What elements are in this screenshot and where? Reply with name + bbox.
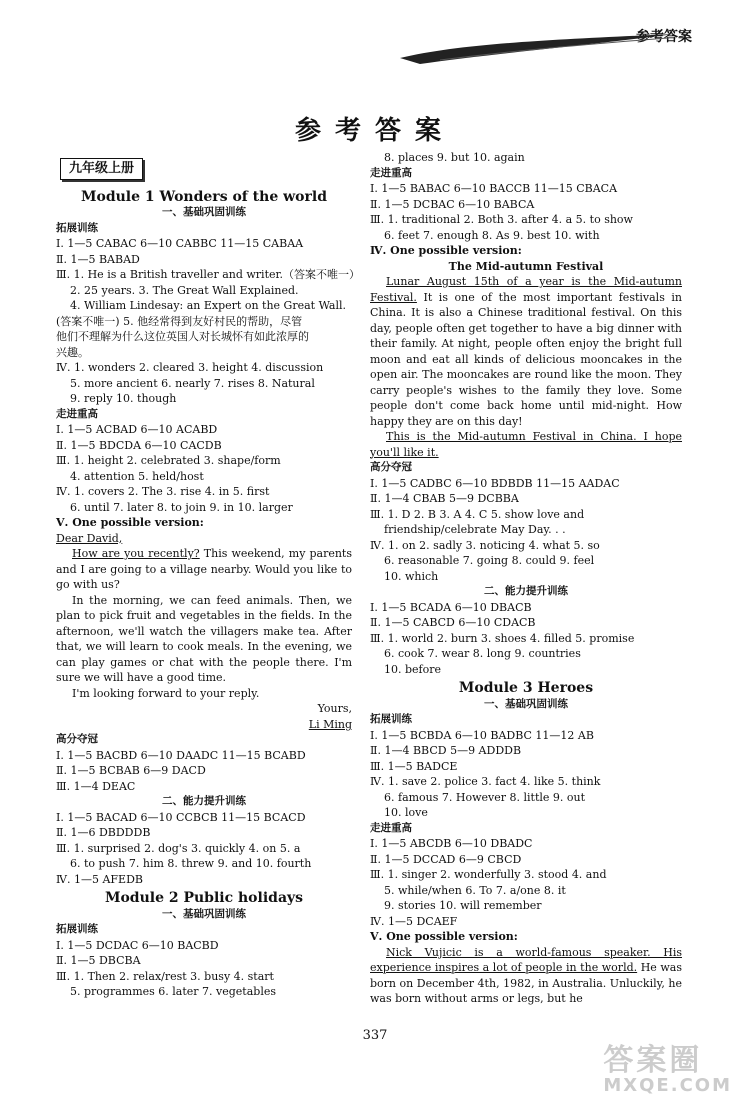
answer-line: 8. places 9. but 10. again [384,151,525,164]
module-2-title: Module 2 Public holidays [104,890,304,906]
letter-signature-name: Li Ming [308,717,352,731]
answer-line: 4. attention 5. held/host [70,469,204,483]
section-label: 高分夺冠 [370,461,412,473]
answer-line: 6. feet 7. enough 8. As 9. best 10. with [384,228,600,242]
answer-line: Ⅳ. 1. covers 2. The 3. rise 4. in 5. first [56,485,270,498]
answer-line: Ⅰ. 1—5 ABCDB 6—10 DBADC [370,837,533,850]
letter-text: This weekend, my parents and I are going to a village nearby. Would you like to go with us? [56,547,352,591]
answer-line: 2. 25 years. 3. The Great Wall Explained. [70,283,299,297]
letter-paragraph: I'm looking forward to your reply. [72,686,260,700]
essay-title: The Mid-autumn Festival [448,259,604,273]
answer-line: Ⅰ. 1—5 BCBDA 6—10 BADBC 11—12 AB [370,728,594,742]
essay-underlined-sentence: Lunar August 15th of a year is the Mid-autumn Festival. [370,275,682,304]
answer-line: 10. before [384,662,442,676]
essay-paragraph [370,945,682,1007]
page-title: 参考答案 [294,116,455,146]
section-label: 走进重高 [56,407,98,420]
answer-line: Ⅱ. 1—5 BABAD [56,252,140,266]
answer-line: 6. famous 7. However 8. little 9. out [384,790,586,804]
module-2-subtitle: 一、基础巩固训练 [162,907,246,920]
answer-line: 6. to push 7. him 8. threw 9. and 10. fourth [70,857,312,870]
answer-line: 6. reasonable 7. going 8. could 9. feel [384,554,595,567]
answer-line: 5. more ancient 6. nearly 7. rises 8. Natural [70,376,315,390]
section-label: 拓展训练 [56,923,98,935]
answer-line: 10. love [384,806,428,819]
left-column [56,150,361,1000]
answer-line: 9. reply 10. though [70,392,177,405]
section-label: 高分夺冠 [56,733,98,745]
answer-line: 兴趣。 [56,345,89,359]
answer-line: Ⅲ. 1. height 2. celebrated 3. shape/form [56,454,281,467]
answer-line: Ⅱ. 1—5 BDCDA 6—10 CACDB [56,438,222,452]
answer-line: 5. while/when 6. To 7. a/one 8. it [384,883,566,897]
module-3-title: Module 3 Heroes [458,680,594,696]
section-subtitle: 二、能力提升训练 [484,585,568,597]
letter-paragraph [56,546,352,593]
letter-paragraph: In the morning, we can feed animals. Then, we plan to pick fruit and vegetables in the fields. In the afternoon, we'll watch the villagers make tea. After that, we will learn to cook meals. In the evening, we can play games or chat with the people there. I'm sure we will have a good time. [56,593,352,684]
answer-line: Ⅳ. 1. wonders 2. cleared 3. height 4. discussion [56,361,324,374]
answer-line: 10. which [384,569,439,583]
answer-line: Ⅲ. 1—5 BADCE [370,759,458,773]
page-number: 337 [362,1028,388,1043]
answer-line: 4. William Lindesay: an Expert on the Great Wall. [70,299,347,312]
answer-line: Ⅱ. 1—5 BCBAB 6—9 DACD [56,764,206,777]
answer-line: Ⅰ. 1—5 CABAC 6—10 CABBC 11—15 CABAA [56,237,304,250]
answer-line: Ⅰ. 1—5 DCDAC 6—10 BACBD [56,938,219,952]
answer-line: Ⅴ. One possible version: [56,516,204,529]
answer-line: Ⅲ. 1. surprised 2. dog's 3. quickly 4. on 5. a [56,841,301,855]
answer-line: Ⅰ. 1—5 BACBD 6—10 DAADC 11—15 BCABD [56,748,306,762]
module-1-subtitle: 一、基础巩固训练 [162,206,246,218]
watermark-logo [603,1035,732,1096]
essay-paragraph [370,274,682,429]
essay-paragraph: This is the Mid-autumn Festival in China. I hope you'll like it. [370,430,682,459]
section-label: 走进重高 [370,166,412,179]
letter-greeting: Dear David, [56,531,123,545]
answer-line: Ⅰ. 1—5 BABAC 6—10 BACCB 11—15 CBACA [370,182,618,195]
section-subtitle: 二、能力提升训练 [162,795,246,807]
answer-line: Ⅱ. 1—5 DCBAC 6—10 BABCA [370,197,535,211]
module-1-title: Module 1 Wonders of the world [81,188,327,205]
answer-line: 5. programmes 6. later 7. vegetables [70,985,276,998]
answer-line: 6. until 7. later 8. to join 9. in 10. larger [70,500,293,514]
answer-line: (答案不唯一) 5. 他经常得到友好村民的帮助，尽管 [56,314,303,328]
answer-line: Ⅱ. 1—6 DBDDDB [56,826,151,839]
answer-line: Ⅰ. 1—5 BCADA 6—10 DBACB [370,600,532,614]
letter-closing: Yours, [317,702,352,715]
answer-line: Ⅱ. 1—4 BBCD 5—9 ADDDB [370,744,522,757]
right-column [370,150,682,1007]
answer-line: Ⅱ. 1—5 DCCAD 6—9 CBCD [370,852,522,866]
essay-text: He was born on December 4th, 1982, in Australia. Unluckily, he was born without arms or legs, but he [370,961,682,1005]
answer-line: Ⅱ. 1—5 DBCBA [56,954,141,967]
essay-text: It is one of the most important festivals in China. It is also a Chinese traditional festival. On this day, people often get together to have a big dinner with their family. At night, people often enjoy the bright full moon and eat all kinds of delicious mooncakes in the open air. The mooncakes are round like the moon. They carry people's wishes to the family they love. Some people don't come back home until mid-night. How happy they are on this day! [370,290,682,428]
answer-line: Ⅲ. 1. Then 2. relax/rest 3. busy 4. start [56,969,274,983]
watermark-url: MXQE.COM [603,1075,732,1096]
answer-line: 9. stories 10. will remember [384,899,542,912]
letter-signature [56,717,352,733]
answer-line: 6. cook 7. wear 8. long 9. countries [384,647,581,660]
letter-underlined-sentence: How are you recently? [72,547,200,560]
brush-stroke-decoration [400,30,675,68]
answer-line: Ⅲ. 1. singer 2. wonderfully 3. stood 4. and [370,868,607,881]
answer-line: Ⅲ. 1. D 2. B 3. A 4. C 5. show love and [370,507,585,521]
answer-line: friendship/celebrate May Day. . . [384,523,566,536]
answer-line: Ⅰ. 1—5 CADBC 6—10 BDBDB 11—15 AADAC [370,476,620,490]
grade-label: 九年级上册 [60,158,143,180]
answer-line: Ⅳ. 1. on 2. sadly 3. noticing 4. what 5. so [370,538,600,552]
answer-line: Ⅱ. 1—4 CBAB 5—9 DCBBA [370,492,519,505]
answer-line: Ⅱ. 1—5 CABCD 6—10 CDACB [370,616,536,629]
section-label: 拓展训练 [370,713,412,725]
answer-line: Ⅰ. 1—5 ACBAD 6—10 ACABD [56,423,218,436]
answer-line: Ⅲ. 1. traditional 2. Both 3. after 4. a 5. to show [370,213,633,226]
answer-line: Ⅳ. One possible version: [370,244,522,257]
answer-line: Ⅲ. 1—4 DEAC [56,779,136,793]
answer-line: Ⅲ. 1. world 2. burn 3. shoes 4. filled 5. promise [370,631,635,645]
answer-line: Ⅰ. 1—5 BACAD 6—10 CCBCB 11—15 BCACD [56,810,306,824]
section-label: 走进重高 [370,821,412,834]
answer-line: Ⅴ. One possible version: [370,930,518,943]
essay-underlined-sentence: Nick Vujicic is a world-famous speaker. His experience inspires a lot of people in the world. [370,945,682,974]
watermark-text: 答案圈 [603,1043,703,1078]
answer-line: Ⅳ. 1—5 AFEDB [56,872,143,886]
module-3-subtitle: 一、基础巩固训练 [484,697,568,710]
answer-line: 他们不理解为什么这位英国人对长城怀有如此浓厚的 [56,330,309,343]
header-label: 参考答案 [636,29,692,45]
answer-line: Ⅳ. 1—5 DCAEF [370,914,458,928]
answer-line: Ⅳ. 1. save 2. police 3. fact 4. like 5. think [370,775,601,788]
answer-line: Ⅲ. 1. He is a British traveller and writer.（答案不唯一） [56,268,361,281]
section-label: 拓展训练 [56,221,98,234]
